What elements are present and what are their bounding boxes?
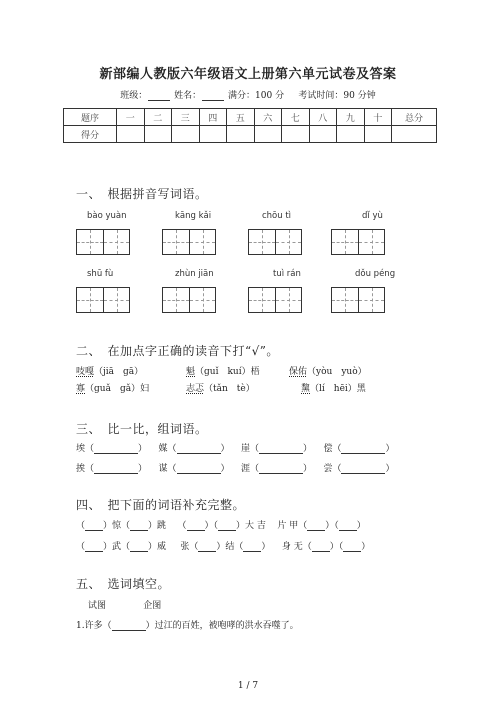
writing-grid[interactable] (76, 287, 130, 313)
answer-blank[interactable] (94, 443, 138, 454)
compare-row: 挨（ ） 谋（ ） 涯（ ） 尝（ ） (76, 464, 395, 474)
score-input[interactable] (254, 126, 282, 143)
score-cell: 四 (199, 109, 227, 126)
score-cell: 三 (172, 109, 200, 126)
score-input[interactable] (282, 126, 310, 143)
pronunciation-item[interactable]: 吱嘎（jiā gā） (76, 367, 144, 377)
score-input[interactable] (309, 126, 337, 143)
name-blank[interactable] (202, 90, 224, 101)
pinyin-label: tuì rán (273, 269, 301, 279)
section-4-heading: 四、 把下面的词语补充完整。 (76, 498, 246, 512)
score-value-row (64, 126, 437, 143)
score-cell: 一 (117, 109, 145, 126)
writing-grid[interactable] (162, 229, 216, 255)
writing-grid[interactable] (331, 229, 385, 255)
idiom-row: （ ）惊（ ）跳 （ ）（ ）大 吉 片 甲（ ）（ ） (76, 521, 366, 531)
pinyin-label: shū fù (87, 269, 114, 279)
score-input[interactable] (364, 126, 392, 143)
score-cell: 二 (144, 109, 172, 126)
pronunciation-item[interactable]: 保佑（yòu yuò） (289, 367, 367, 377)
fill-question-1: 1.许多（ ）过江的百姓，被咆哮的洪水吞噬了。 (76, 621, 299, 631)
word-choice: 试图 (88, 601, 107, 611)
page-title: 新部编人教版六年级语文上册第六单元试卷及答案 (99, 67, 397, 82)
writing-grid[interactable] (331, 287, 385, 313)
compare-row: 埃（ ） 媒（ ） 崖（ ） 偿（ ） (76, 444, 395, 454)
pinyin-label: bào yuàn (87, 211, 127, 221)
pronunciation-item[interactable]: 魁（guǐ kuí）梧 (186, 367, 260, 377)
score-input[interactable] (117, 126, 145, 143)
answer-blank[interactable] (130, 541, 148, 552)
section-1-heading: 一、 根据拼音写词语。 (76, 187, 208, 201)
answer-blank[interactable] (85, 520, 103, 531)
score-cell: 八 (309, 109, 337, 126)
answer-blank[interactable] (218, 520, 236, 531)
page-number: 1 / 7 (237, 681, 259, 691)
writing-grid[interactable] (162, 287, 216, 313)
score-cell: 总分 (392, 109, 437, 126)
writing-grid[interactable] (76, 229, 130, 255)
score-input[interactable] (227, 126, 255, 143)
idiom-row: （ ）武（ ）威 张（ ）结（ ） 身 无（ ）（ ） (76, 542, 371, 552)
answer-blank[interactable] (177, 463, 221, 474)
score-cell: 六 (254, 109, 282, 126)
answer-blank[interactable] (94, 463, 138, 474)
section-5-heading: 五、 选词填空。 (76, 577, 171, 591)
pinyin-label: dǒu péng (355, 269, 396, 279)
word-choice: 企图 (143, 601, 162, 611)
pronunciation-item[interactable]: 寡（guǎ gǎ）妇 (76, 384, 150, 394)
score-table (63, 108, 437, 143)
answer-blank[interactable] (339, 520, 357, 531)
score-input[interactable] (199, 126, 227, 143)
section-3-heading: 三、 比一比，组词语。 (76, 422, 208, 436)
score-input[interactable] (337, 126, 365, 143)
score-input[interactable] (172, 126, 200, 143)
answer-blank[interactable] (312, 541, 330, 552)
writing-grid[interactable] (248, 287, 302, 313)
answer-blank[interactable] (198, 541, 216, 552)
answer-blank[interactable] (112, 620, 146, 631)
pinyin-label: dǐ yù (362, 211, 383, 221)
answer-blank[interactable] (130, 520, 148, 531)
answer-blank[interactable] (341, 463, 385, 474)
score-input[interactable] (392, 126, 437, 143)
word-choice-list (88, 598, 161, 611)
score-cell: 九 (337, 109, 365, 126)
full-score: 满分：100 分 (228, 91, 285, 101)
answer-blank[interactable] (85, 541, 103, 552)
pinyin-label: kāng kǎi (175, 211, 212, 221)
class-label: 班级： (120, 91, 148, 101)
answer-blank[interactable] (187, 520, 205, 531)
pinyin-label: zhùn jiān (175, 269, 214, 279)
class-blank[interactable] (148, 90, 170, 101)
score-input[interactable] (144, 126, 172, 143)
pronunciation-item[interactable]: 志忑（tǎn tè） (186, 384, 255, 394)
exam-time: 考试时间：90 分钟 (298, 91, 376, 101)
answer-blank[interactable] (343, 541, 361, 552)
section-2-heading: 二、 在加点字正确的读音下打“√”。 (76, 344, 279, 358)
answer-blank[interactable] (307, 520, 325, 531)
answer-blank[interactable] (259, 463, 303, 474)
score-row-label: 得分 (64, 126, 117, 143)
answer-blank[interactable] (341, 443, 385, 454)
score-cell: 七 (282, 109, 310, 126)
pronunciation-item[interactable]: 黧（lí hēi）黑 (301, 384, 366, 394)
score-cell: 五 (227, 109, 255, 126)
score-cell: 题序 (64, 109, 117, 126)
writing-grid[interactable] (248, 229, 302, 255)
pinyin-label: chōu tì (262, 211, 292, 221)
exam-info (0, 88, 496, 101)
score-cell: 十 (364, 109, 392, 126)
answer-blank[interactable] (177, 443, 221, 454)
answer-blank[interactable] (259, 443, 303, 454)
name-label: 姓名： (174, 91, 202, 101)
answer-blank[interactable] (243, 541, 261, 552)
score-header-row (64, 109, 437, 126)
